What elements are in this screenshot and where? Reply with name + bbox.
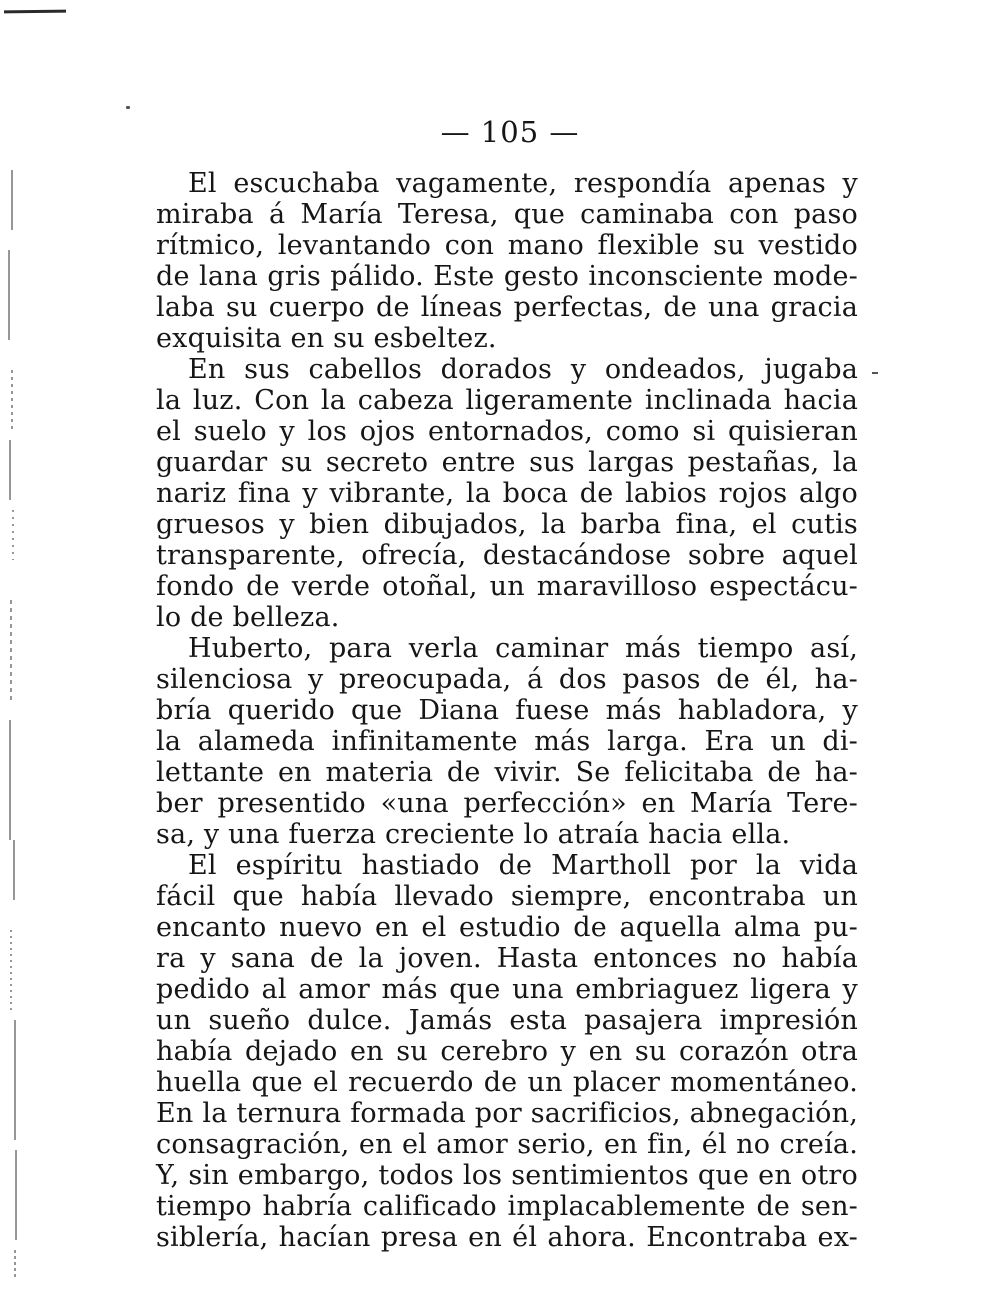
text-line: la alameda infinitamente más larga. Era un di-	[156, 726, 858, 757]
text-line: tiempo habría calificado implacablemente de sen-	[156, 1191, 858, 1222]
text-line: transparente, ofrecía, destacándose sobre aquel	[156, 540, 858, 571]
text-line: El escuchaba vagamente, respondía apenas y	[188, 168, 858, 199]
text-line: consagración, en el amor serio, en fin, él no creía.	[156, 1129, 858, 1160]
text-line: ber presentido «una perfección» en María Tere-	[156, 788, 858, 819]
text-line: laba su cuerpo de líneas perfectas, de una gracia	[156, 292, 858, 323]
text-line: bría querido que Diana fuese más habladora, y	[156, 695, 858, 726]
text-line: Huberto, para verla caminar más tiempo así,	[188, 633, 858, 664]
text-line: rítmico, levantando con mano flexible su vestido	[156, 230, 858, 261]
scan-speck	[126, 106, 130, 109]
text-line: ra y sana de la joven. Hasta entonces no había	[156, 943, 858, 974]
text-line: un sueño dulce. Jamás esta pasajera impresión	[156, 1005, 858, 1036]
text-line: exquisita en su esbeltez.	[156, 323, 497, 354]
margin-scan-mark	[872, 372, 878, 374]
text-line: Y, sin embargo, todos los sentimientos que en otro	[156, 1160, 858, 1191]
text-line: gruesos y bien dibujados, la barba fina, el cutis	[156, 509, 858, 540]
text-line: había dejado en su cerebro y en su corazón otra	[156, 1036, 858, 1067]
text-line: encanto nuevo en el estudio de aquella alma pu-	[156, 912, 858, 943]
text-line: silenciosa y preocupada, á dos pasos de él, ha-	[156, 664, 858, 695]
text-line: pedido al amor más que una embriaguez ligera y	[156, 974, 858, 1005]
text-line: huella que el recuerdo de un placer momentáneo.	[156, 1067, 858, 1098]
text-line: En sus cabellos dorados y ondeados, jugaba	[188, 354, 858, 385]
binding-gutter-marks	[6, 140, 28, 1290]
body-text	[156, 168, 858, 1253]
page-number: — 105 —	[440, 115, 580, 149]
text-line: la luz. Con la cabeza ligeramente inclinada hacia	[156, 385, 858, 416]
text-line: el suelo y los ojos entornados, como si quisieran	[156, 416, 858, 447]
text-line: fácil que había llevado siempre, encontraba un	[156, 881, 858, 912]
text-line: lettante en materia de vivir. Se felicitaba de ha-	[156, 757, 858, 788]
text-line: En la ternura formada por sacrificios, abnegación,	[156, 1098, 858, 1129]
text-line: miraba á María Teresa, que caminaba con paso	[156, 199, 858, 230]
text-line: fondo de verde otoñal, un maravilloso espectácu-	[156, 571, 858, 602]
text-line: El espíritu hastiado de Martholl por la vida	[188, 850, 858, 881]
corner-scan-mark	[4, 10, 66, 14]
text-line: siblería, hacían presa en él ahora. Encontraba ex-	[156, 1222, 858, 1253]
text-line: nariz fina y vibrante, la boca de labios rojos algo	[156, 478, 858, 509]
text-line: lo de belleza.	[156, 602, 340, 633]
text-line: sa, y una fuerza creciente lo atraía hacia ella.	[156, 819, 791, 850]
text-line: guardar su secreto entre sus largas pestañas, la	[156, 447, 858, 478]
text-line: de lana gris pálido. Este gesto inconsciente mode-	[156, 261, 858, 292]
